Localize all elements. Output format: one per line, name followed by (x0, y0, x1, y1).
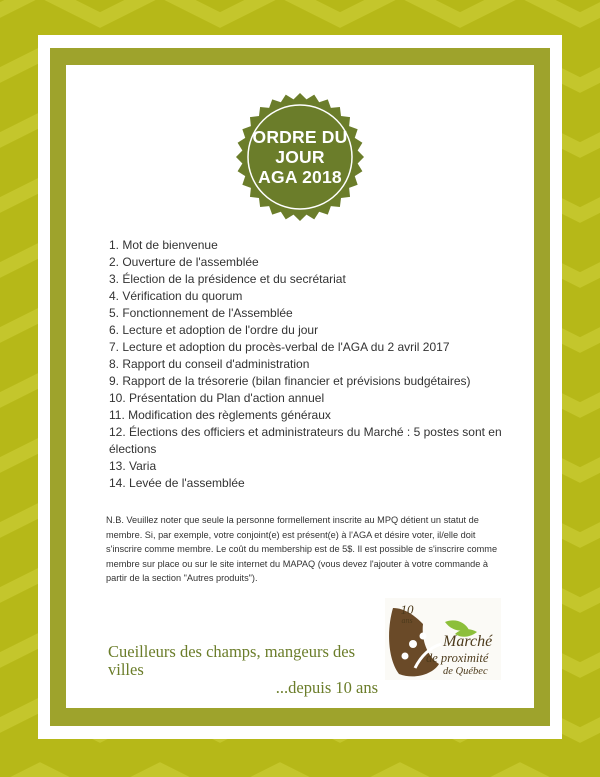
agenda-item: 4. Vérification du quorum (109, 289, 243, 303)
agenda-list (109, 237, 509, 492)
agenda-item: 13. Varia (109, 459, 157, 473)
agenda-item: 8. Rapport du conseil d'administration (109, 357, 310, 371)
agenda-item: 14. Levée de l'assemblée (109, 476, 245, 490)
logo-word-proximite: de proximité (426, 651, 489, 665)
logo-word-marche: Marché (443, 633, 493, 650)
agenda-item: 12. Élections des officiers et administrateurs du Marché : 5 postes sont en élections (109, 425, 502, 456)
logo-years-unit: ans (401, 616, 413, 625)
agenda-item: 11. Modification des règlements généraux (109, 408, 331, 422)
slogan (108, 643, 378, 697)
logo-years (396, 603, 418, 625)
agenda-item: 3. Élection de la présidence et du secrétariat (109, 272, 346, 286)
agenda-item: 1. Mot de bienvenue (109, 238, 218, 252)
badge-title-line1: ORDRE DU (252, 127, 348, 147)
agenda-item: 2. Ouverture de l'assemblée (109, 255, 259, 269)
slogan-line1: Cueilleurs des champs, mangeurs des villes (108, 642, 355, 679)
agenda-item: 7. Lecture et adoption du procès-verbal de l'AGA du 2 avril 2017 (109, 340, 450, 354)
badge-title-line3: AGA 2018 (258, 167, 342, 187)
membership-note: N.B. Veuillez noter que seule la personne formellement inscrite au MPQ détient un statut de membre. Si, par exemple, votre conjoint(e) est présent(e) à l'AGA et désire voter, il/elle doit s'inscrire comme membre. Le coût du membership est de 5$. Il est possible de s'inscrire comme membre sur place ou sur le site internet du MAPAQ (vous devez l'ajouter à votre commande à partir de la section "Autres produits"). (106, 515, 498, 583)
badge-title-line2: JOUR (275, 147, 325, 167)
slogan-line2: ...depuis 10 ans (275, 678, 378, 697)
logo-word-quebec: de Québec (443, 666, 488, 677)
agenda-item: 6. Lecture et adoption de l'ordre du jour (109, 323, 319, 337)
agenda-item: 10. Présentation du Plan d'action annuel (109, 391, 325, 405)
agenda-item: 5. Fonctionnement de l'Assemblée (109, 306, 293, 320)
agenda-item: 9. Rapport de la trésorerie (bilan financier et prévisions budgétaires) (109, 374, 471, 388)
badge-title (235, 92, 365, 222)
logo-years-number: 10 (400, 602, 414, 617)
